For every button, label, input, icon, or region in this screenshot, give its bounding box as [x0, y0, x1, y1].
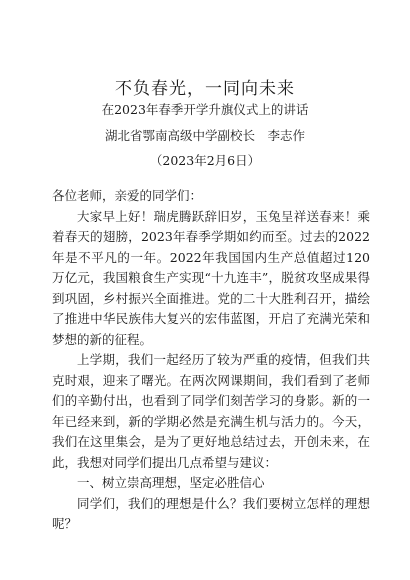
- paragraph-2: 上学期，我们一起经历了较为严重的疫情，但我们共克时艰，迎来了曙光。在两次网课期间，我们看到了老师们的辛勤付出，也看到了同学们刻苦学习的身影。新的一年已经来到，新的学期必然是充满生机与活力的。今天，我们在这里集会，是为了更好地总结过去，开创未来，在此，我想对同学们提出几点希望与建议：: [52, 352, 370, 470]
- section-heading-1: 一、树立崇高理想，坚定必胜信心: [77, 475, 265, 490]
- document-body: [52, 186, 370, 535]
- greeting: 各位老师，亲爱的同学们：: [52, 188, 203, 203]
- paragraph-3: 同学们，我们的理想是什么？我们要树立怎样的理想呢？: [52, 495, 370, 531]
- document-subtitle: 在2023年春季开学升旗仪式上的讲话: [101, 102, 309, 117]
- paragraph-1: 大家早上好！瑞虎腾跃辞旧岁，玉兔呈祥送春来！乘着春天的翅膀，2023年春季学期如约而至。过去的2022年是不平凡的一年。2022年我国国内生产总值超过120万亿元，我国粮食生产实现“十九连丰”，脱贫攻坚成果得到巩固，乡村振兴全面推进。党的二十大胜利召开，描绘了推进中华民族伟大复兴的宏伟蓝图，开启了充满光荣和梦想的新的征程。: [52, 208, 370, 347]
- document-title: 不负春光，一同向未来: [115, 79, 295, 99]
- document-date: （2023年2月6日）: [149, 153, 261, 168]
- document-author: 湖北省鄂南高级中学副校长 李志作: [104, 128, 305, 143]
